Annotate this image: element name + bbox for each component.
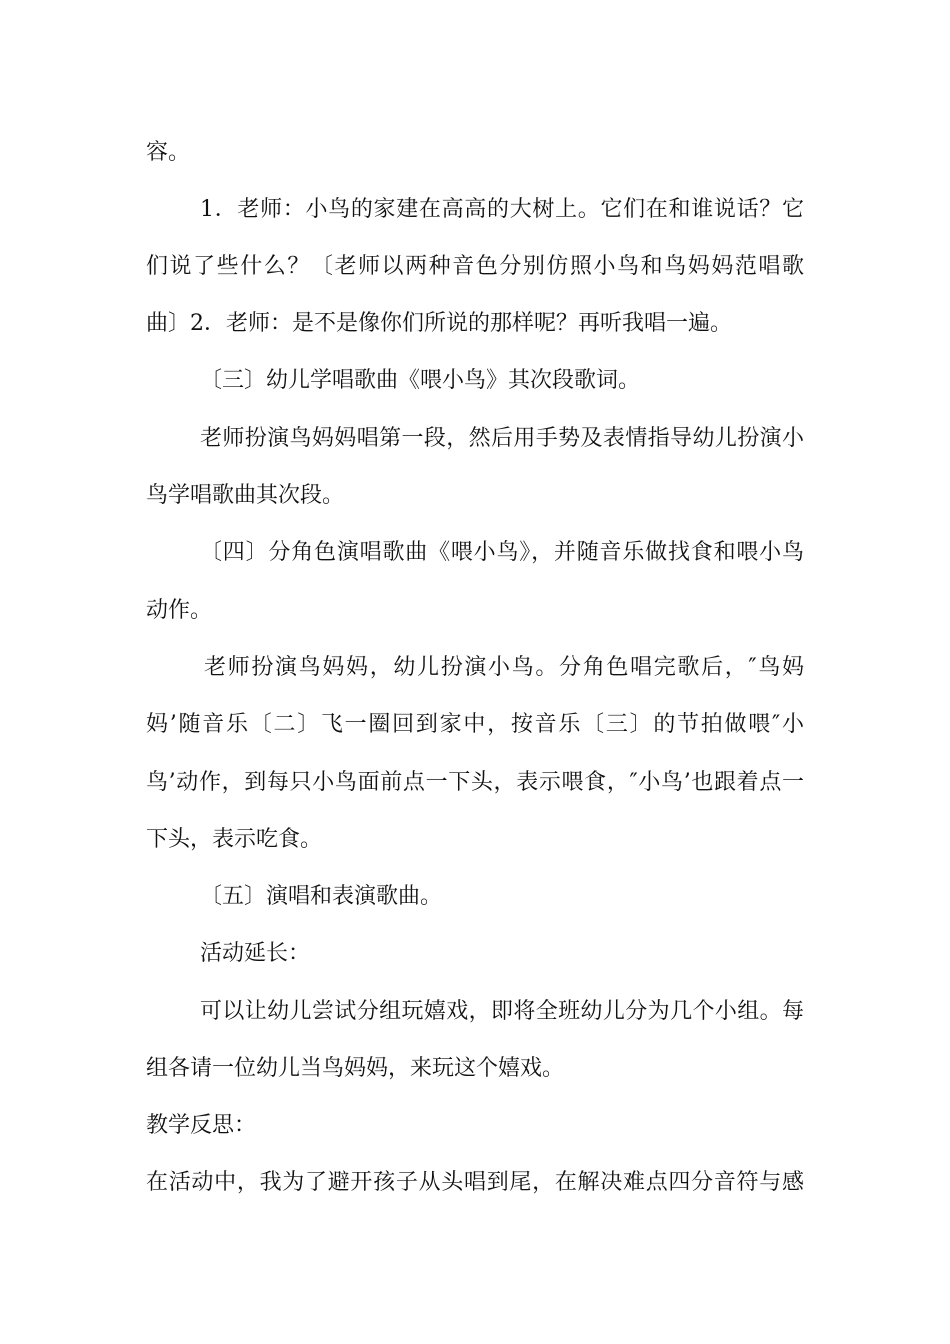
paragraph-line-13: 下头，表示吃食。: [146, 827, 323, 852]
paragraph-line-10: 老师扮演鸟妈妈，幼儿扮演小鸟。分角色唱完歌后，″鸟妈: [204, 655, 804, 680]
paragraph-line-15: 活动延长：: [200, 941, 311, 966]
paragraph-line-14: 〔五〕演唱和表演歌曲。: [200, 884, 443, 909]
paragraph-line-9: 动作。: [146, 598, 213, 623]
paragraph-line-17: 组各请一位幼儿当鸟妈妈，来玩这个嬉戏。: [146, 1056, 565, 1081]
section-heading-teaching-reflection: 教学反思：: [146, 1113, 257, 1138]
paragraph-line-12: 鸟’动作，到每只小鸟面前点一下头，表示喂食，″小鸟’也跟着点一: [146, 770, 804, 795]
paragraph-line-4: 曲〕2．老师：是不是像你们所说的那样呢？再听我唱一遍。: [146, 311, 732, 336]
paragraph-line-16: 可以让幼儿尝试分组玩嬉戏，即将全班幼儿分为几个小组。每: [200, 999, 804, 1024]
paragraph-line-7: 鸟学唱歌曲其次段。: [146, 483, 345, 508]
paragraph-line-11: 妈’随音乐〔二〕飞一圈回到家中，按音乐〔三〕的节拍做喂″小: [146, 712, 804, 737]
paragraph-line-1: 容。: [146, 140, 191, 165]
paragraph-line-2: 1．老师：小鸟的家建在高高的大树上。它们在和谁说话？它: [200, 197, 804, 222]
paragraph-line-3: 们说了些什么？〔老师以两种音色分别仿照小鸟和鸟妈妈范唱歌: [146, 254, 804, 279]
paragraph-line-5: 〔三〕幼儿学唱歌曲《喂小鸟》其次段歌词。: [200, 368, 641, 393]
paragraph-line-8: 〔四〕分角色演唱歌曲《喂小鸟》，并随音乐做找食和喂小鸟: [200, 540, 804, 565]
paragraph-line-19: 在活动中，我为了避开孩子从头唱到尾，在解决难点四分音符与感: [146, 1170, 804, 1195]
paragraph-line-6: 老师扮演鸟妈妈唱第一段，然后用手势及表情指导幼儿扮演小: [200, 426, 804, 451]
